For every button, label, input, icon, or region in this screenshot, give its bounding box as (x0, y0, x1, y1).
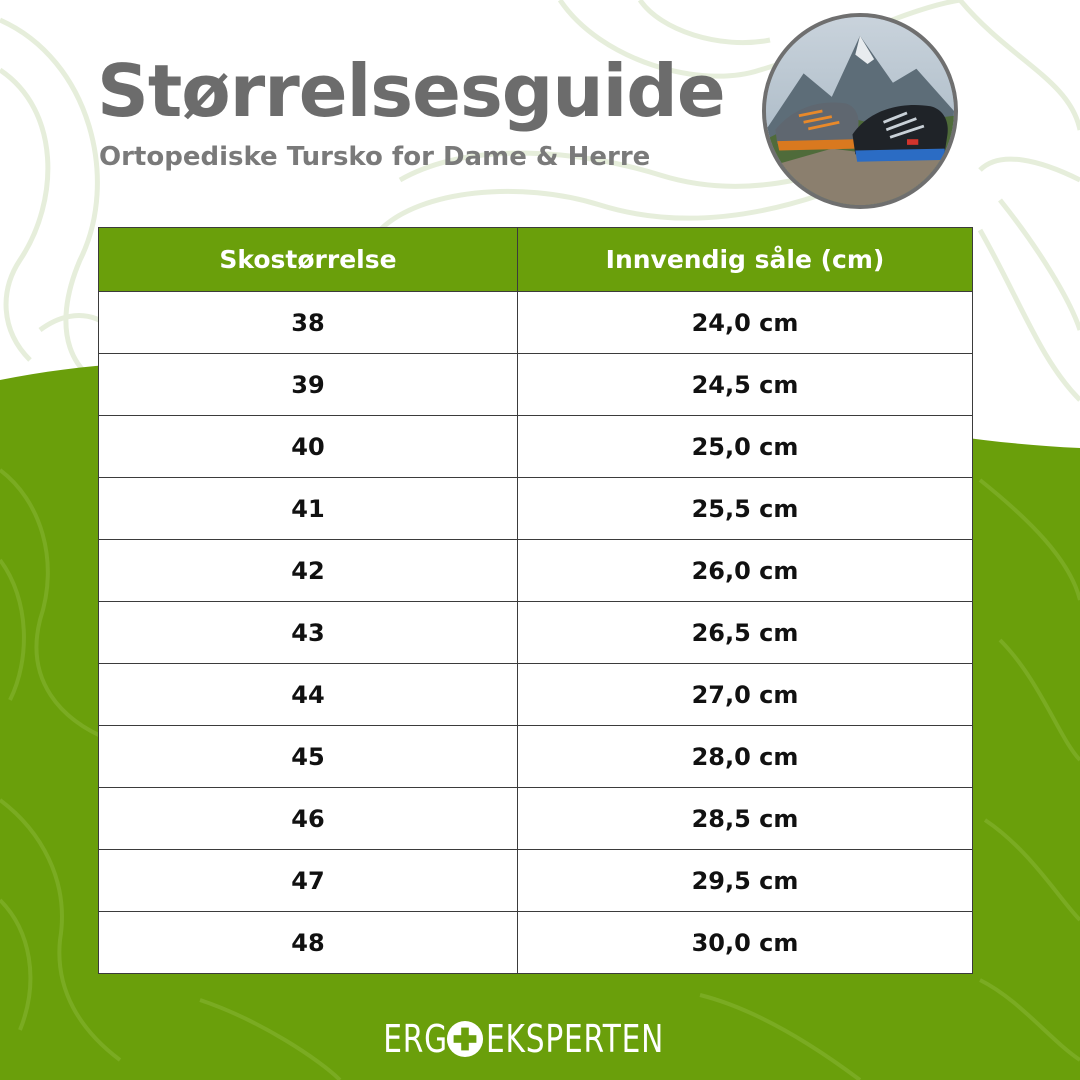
shoe-photo-icon (766, 17, 954, 205)
brand-logo-right: EKSPERTEN (486, 1017, 665, 1061)
shoe-size-cell: 43 (99, 602, 518, 664)
table-header-row (99, 228, 973, 292)
insole-length-cell: 25,0 cm (518, 416, 973, 478)
insole-length-cell: 28,5 cm (518, 788, 973, 850)
insole-length-cell: 25,5 cm (518, 478, 973, 540)
insole-length-cell: 26,5 cm (518, 602, 973, 664)
table-row (99, 292, 973, 354)
shoe-size-cell: 40 (99, 416, 518, 478)
page-title: Størrelsesguide (97, 49, 725, 133)
shoe-size-cell: 47 (99, 850, 518, 912)
insole-length-cell: 24,0 cm (518, 292, 973, 354)
insole-length-cell: 24,5 cm (518, 354, 973, 416)
medical-cross-icon (446, 1020, 484, 1058)
table-row (99, 354, 973, 416)
table-row (99, 602, 973, 664)
table-row (99, 788, 973, 850)
insole-length-cell: 26,0 cm (518, 540, 973, 602)
table-row (99, 416, 973, 478)
insole-length-cell: 27,0 cm (518, 664, 973, 726)
brand-logo (0, 1014, 1080, 1064)
shoe-size-cell: 44 (99, 664, 518, 726)
insole-length-cell: 28,0 cm (518, 726, 973, 788)
shoe-size-cell: 42 (99, 540, 518, 602)
shoe-size-cell: 45 (99, 726, 518, 788)
shoe-size-cell: 38 (99, 292, 518, 354)
brand-logo-left: ERG (383, 1017, 449, 1061)
insole-length-cell: 30,0 cm (518, 912, 973, 974)
shoe-size-cell: 39 (99, 354, 518, 416)
table-row (99, 664, 973, 726)
shoe-size-cell: 46 (99, 788, 518, 850)
insole-length-cell: 29,5 cm (518, 850, 973, 912)
page-subtitle: Ortopediske Tursko for Dame & Herre (99, 142, 651, 172)
shoe-size-cell: 41 (99, 478, 518, 540)
shoe-size-cell: 48 (99, 912, 518, 974)
column-header-shoe-size: Skostørrelse (99, 228, 518, 292)
column-header-insole-length: Innvendig såle (cm) (518, 228, 973, 292)
table-row (99, 726, 973, 788)
table-row (99, 850, 973, 912)
table-row (99, 540, 973, 602)
hiking-shoes-mountain-photo (762, 13, 958, 209)
table-row (99, 478, 973, 540)
size-guide-table (98, 227, 973, 974)
table-row (99, 912, 973, 974)
